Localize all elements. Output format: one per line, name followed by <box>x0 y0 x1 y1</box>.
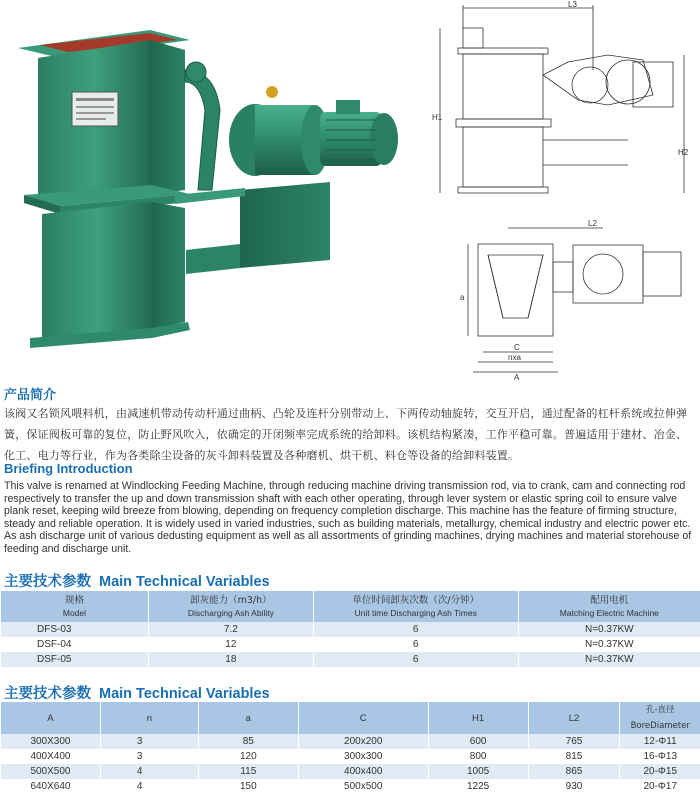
table2-title-en: Main Technical Variables <box>99 686 270 702</box>
intro-en-title: Briefing Introduction <box>4 461 133 476</box>
table-row: 500X500 4 115 400x400 1005 865 20-Φ15 <box>1 764 700 779</box>
label-l2: L2 <box>588 219 597 228</box>
header-h1: H1 <box>428 702 528 734</box>
table2-title-cn: 主要技术参数 <box>4 686 91 702</box>
spec-table-2 <box>0 702 700 794</box>
table-row: DFS-03 7.2 6 N=0.37KW <box>1 622 700 637</box>
table-header-row <box>1 702 700 734</box>
header-c: C <box>298 702 428 734</box>
header-model: 规格 Model <box>1 591 149 622</box>
label-a-big: A <box>514 373 520 382</box>
table2-title <box>4 682 270 703</box>
spec-table-1 <box>0 591 700 667</box>
intro-cn-text: 该阀又名锁风喂料机，由减速机带动传动杆通过曲柄、凸轮及连杆分别带动上、下两传动轴旋转，交互开启，通过配备的杠杆系统或拉伸弹簧，保证阀板可靠的复位，防止野风吹入，依确定的开闭频率完成系统的给卸料。该机结构紧凑，工作平稳可靠。普遍适用于建材、冶金、化工、电力等行业，作为各类除尘设备的灰斗卸料装置及各种磨机、烘干机、料仓等设备的给卸料装置。 <box>4 403 694 466</box>
header-a-small: a <box>198 702 298 734</box>
header-bore: 孔-直径BoreDiameter <box>620 702 700 734</box>
table1-title <box>4 570 270 591</box>
product-photo <box>0 0 425 360</box>
label-a-small: a <box>460 293 465 302</box>
header-a-big: A <box>1 702 101 734</box>
table1-title-cn: 主要技术参数 <box>4 574 91 590</box>
dimension-drawing <box>428 0 700 382</box>
intro-en-text: This valve is renamed at Windlocking Feeding Machine, through reducing machine driving transmission rod, via to crank, cam and connecting rod respectively to transfer the up and down transmission shaft with each other operating, through lever system or elastic spring coil to ensure valve plank reset, keeping wild breeze from blowing, depending on frequency completion discharge. This machine has the feature of firming structure, steady and reliable operation. It is widely used in varied industries, such as building materials, metallurgy, chemical industry and electric power etc. As ash discharge unit of various dedusting equipment as well as all assortments of grinding machines, drying machines and material storehouse of feeding and discharge unit. <box>4 480 698 556</box>
table-row: 640X640 4 150 500x500 1225 930 20-Φ17 <box>1 779 700 794</box>
table-row: DSF-04 12 6 N=0.37KW <box>1 637 700 652</box>
table-row: 400X400 3 120 300x300 800 815 16-Φ13 <box>1 749 700 764</box>
table1-title-en: Main Technical Variables <box>99 574 270 590</box>
header-n: n <box>100 702 198 734</box>
intro-cn-title: 产品简介 <box>4 384 56 403</box>
label-c: C <box>514 343 520 352</box>
table-header-row <box>1 591 700 622</box>
header-ability: 卸灰能力（m3/h） Discharging Ash Ability <box>148 591 313 622</box>
header-l2: L2 <box>528 702 620 734</box>
table-row: DSF-05 18 6 N=0.37KW <box>1 652 700 667</box>
label-h1: H1 <box>432 113 443 122</box>
label-h2: H2 <box>678 148 689 157</box>
header-times: 单位时间卸灰次数（次/分钟） Unit time Discharging Ash Times <box>313 591 518 622</box>
label-l3: L3 <box>568 0 577 9</box>
header-motor: 配用电机 Matching Electric Machine <box>518 591 700 622</box>
table-row: 300X300 3 85 200x200 600 765 12-Φ11 <box>1 734 700 749</box>
label-nxa: nxa <box>508 353 521 362</box>
